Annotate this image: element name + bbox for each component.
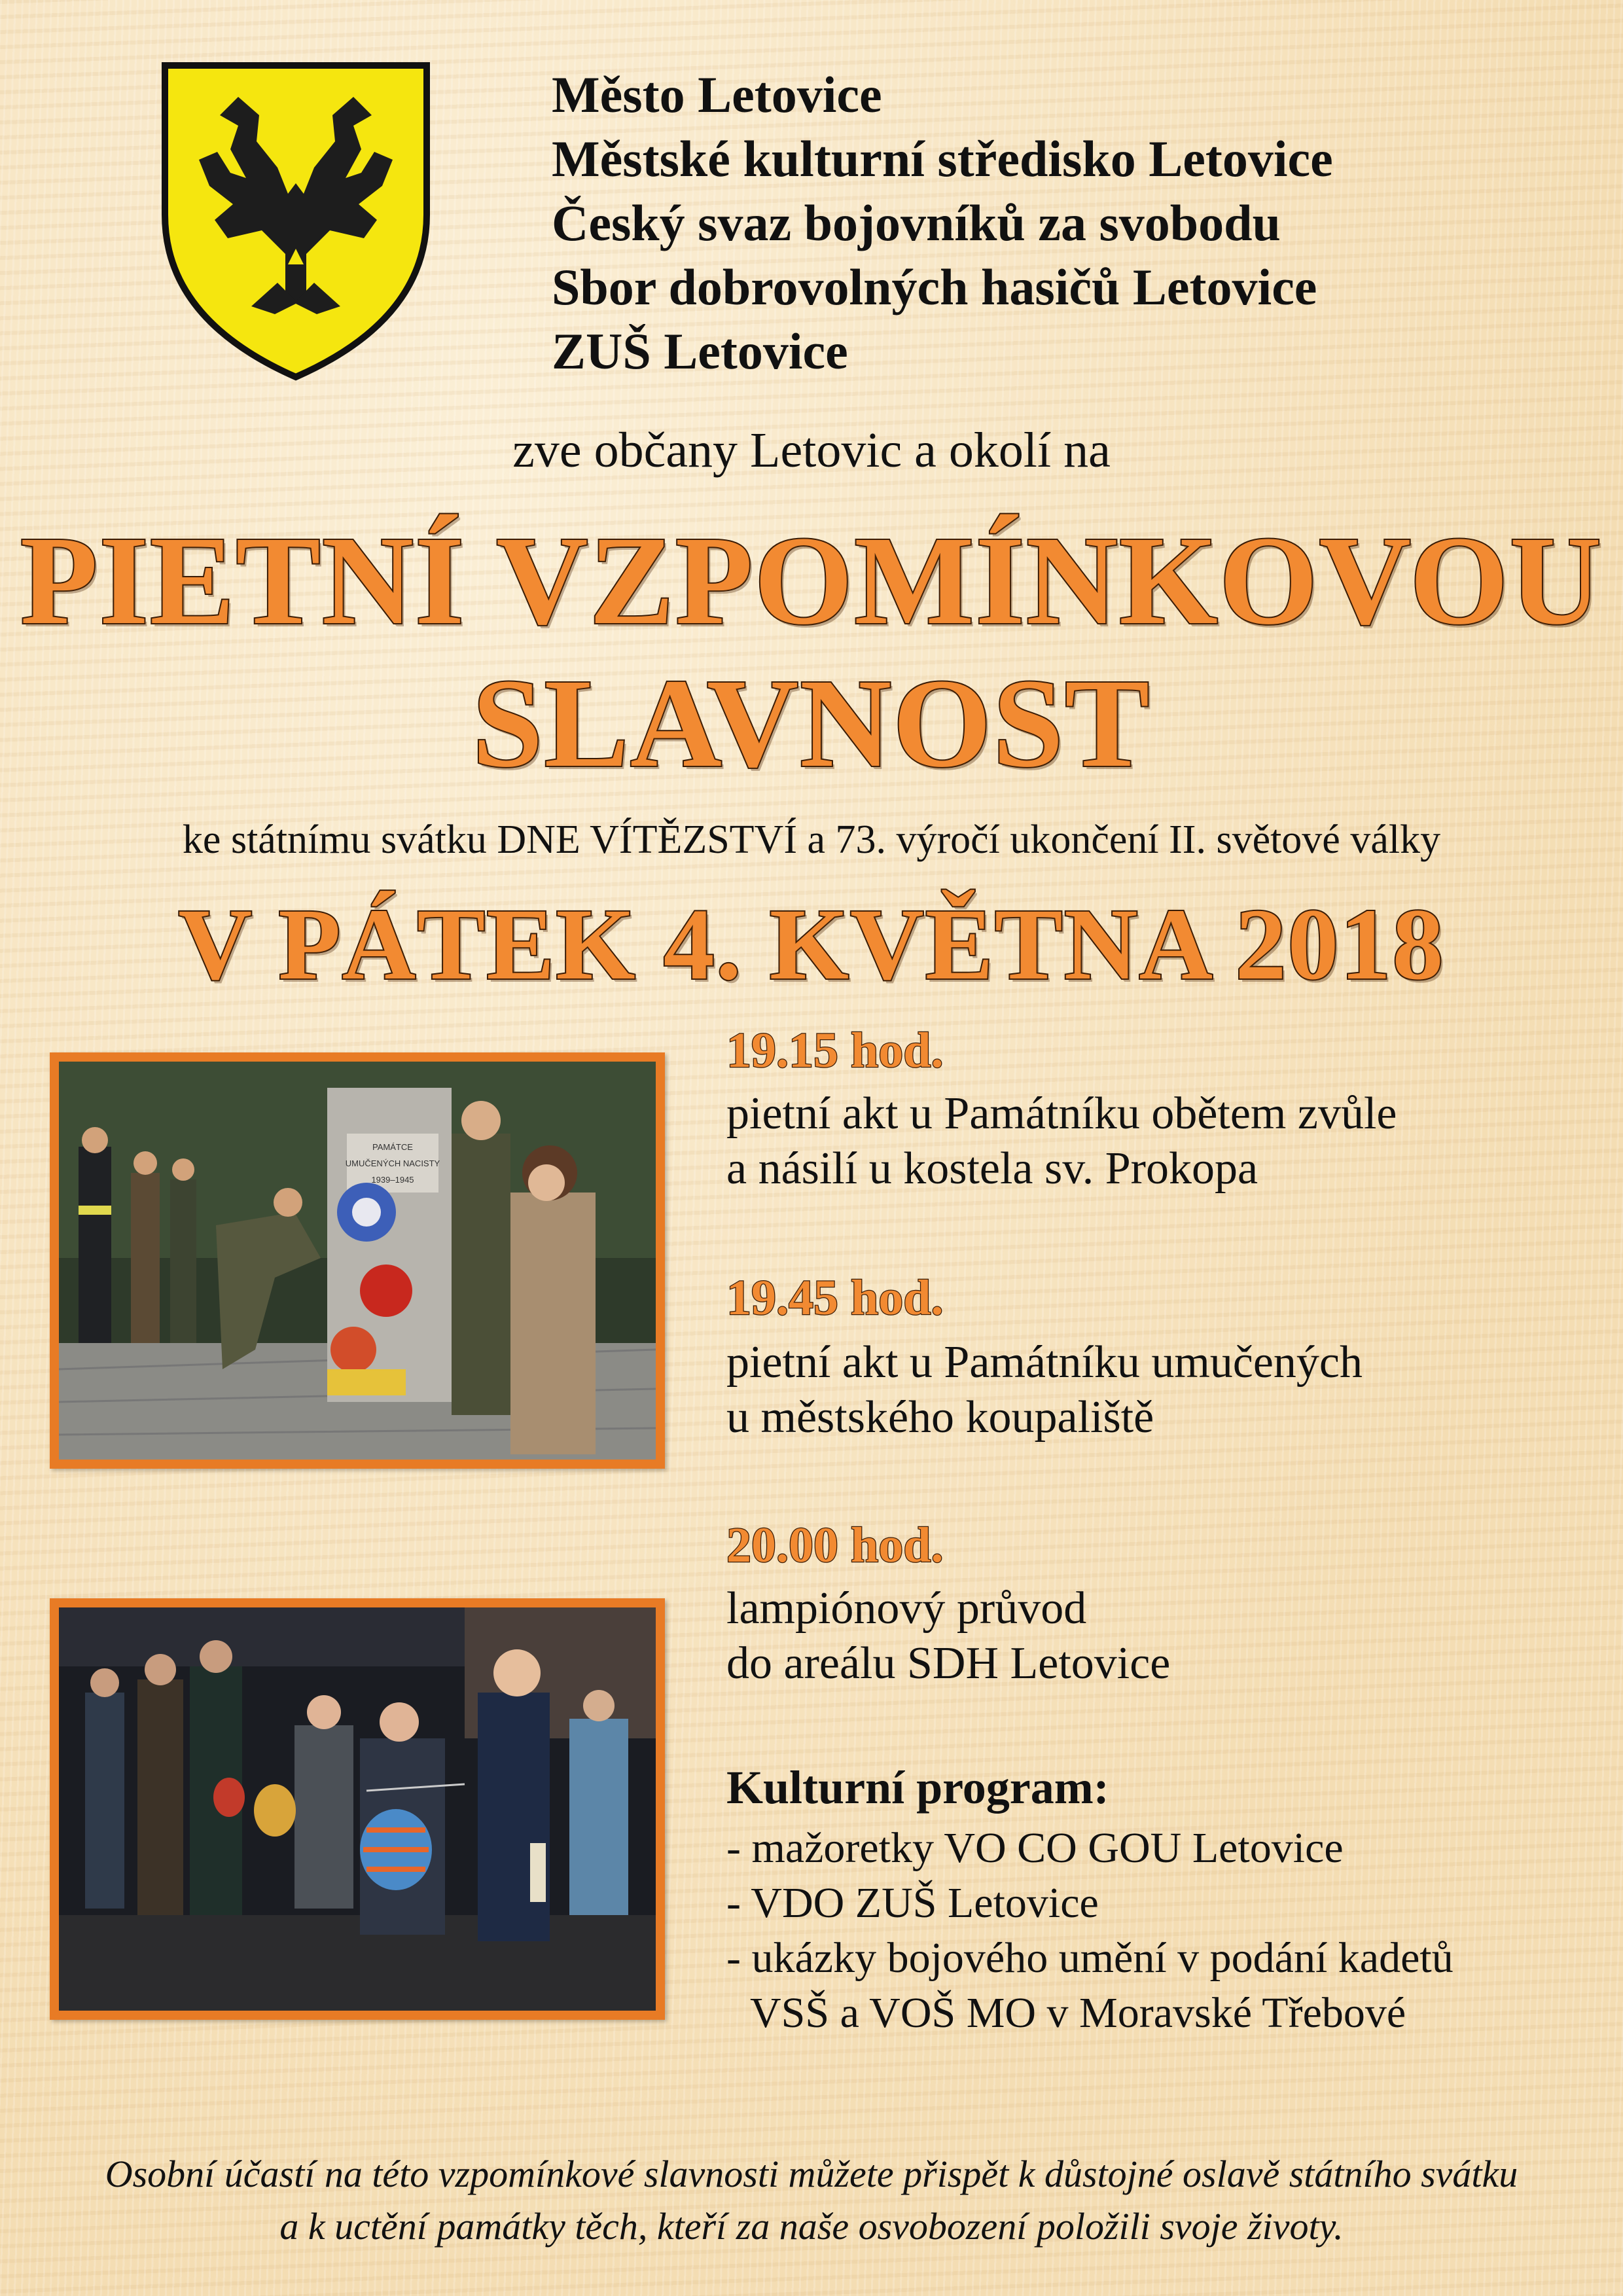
organizer-item: Město Letovice: [552, 66, 882, 123]
schedule-description: [726, 1335, 1363, 1445]
schedule-description: [726, 1086, 1397, 1196]
memorial-ceremony-photo: [50, 1052, 665, 1469]
organizer-item: Sbor dobrovolných hasičů Letovice: [552, 259, 1317, 315]
memorial-ceremony-illustration: [59, 1062, 656, 1460]
program-item: VSŠ a VOŠ MO v Moravské Třebové: [750, 1989, 1406, 2037]
event-date: V PÁTEK 4. KVĚTNA 2018: [178, 888, 1445, 1001]
schedule-description-line: u městského koupaliště: [726, 1392, 1154, 1443]
schedule-description-line: a násilí u kostela sv. Prokopa: [726, 1143, 1258, 1194]
event-title-line1: PIETNÍ VZPOMÍNKOVOU: [20, 510, 1603, 651]
letovice-coat-of-arms-icon: [152, 58, 440, 385]
memorial-inscription: 1939–1945: [371, 1175, 414, 1185]
organizer-item: Český svaz bojovníků za svobodu: [552, 194, 1281, 251]
memorial-inscription: PAMÁTCE: [372, 1142, 413, 1152]
lantern-procession-photo: [50, 1598, 665, 2020]
organizer-item: Městské kulturní středisko Letovice: [552, 130, 1333, 187]
program-list: [726, 1821, 1454, 2041]
schedule-description-line: pietní akt u Památníku umučených: [726, 1337, 1363, 1388]
program-item: - VDO ZUŠ Letovice: [726, 1879, 1099, 1927]
schedule-time: 19.45 hod.: [726, 1270, 944, 1325]
footer-line: a k uctění památky těch, kteří za naše osvobození položili svoje životy.: [279, 2205, 1344, 2248]
schedule-description-line: lampiónový průvod: [726, 1583, 1087, 1634]
memorial-inscription: UMUČENÝCH NACISTY: [345, 1158, 440, 1168]
program-item: - mažoretky VO CO GOU Letovice: [726, 1824, 1344, 1872]
occasion-text: ke státnímu svátku DNE VÍTĚZSTVÍ a 73. výročí ukončení II. světové války: [182, 817, 1441, 862]
invitation-text: zve občany Letovic a okolí na: [512, 423, 1111, 478]
footer-note: [0, 2148, 1623, 2253]
lantern-procession-illustration: [59, 1607, 656, 2011]
organizer-item: ZUŠ Letovice: [552, 323, 848, 380]
program-heading: Kulturní program:: [726, 1761, 1109, 1814]
footer-line: Osobní účastí na této vzpomínkové slavnosti můžete přispět k důstojné oslavě státního svátku: [105, 2153, 1518, 2195]
schedule-time: 19.15 hod.: [726, 1023, 944, 1078]
schedule-description-line: pietní akt u Památníku obětem zvůle: [726, 1088, 1397, 1139]
event-title-line2: SLAVNOST: [472, 653, 1151, 793]
organizer-list: [552, 63, 1333, 384]
program-item: - ukázky bojového umění v podání kadetů: [726, 1934, 1454, 1982]
schedule-time: 20.00 hod.: [726, 1518, 944, 1573]
schedule-description-line: do areálu SDH Letovice: [726, 1638, 1171, 1689]
schedule-description: [726, 1581, 1170, 1691]
